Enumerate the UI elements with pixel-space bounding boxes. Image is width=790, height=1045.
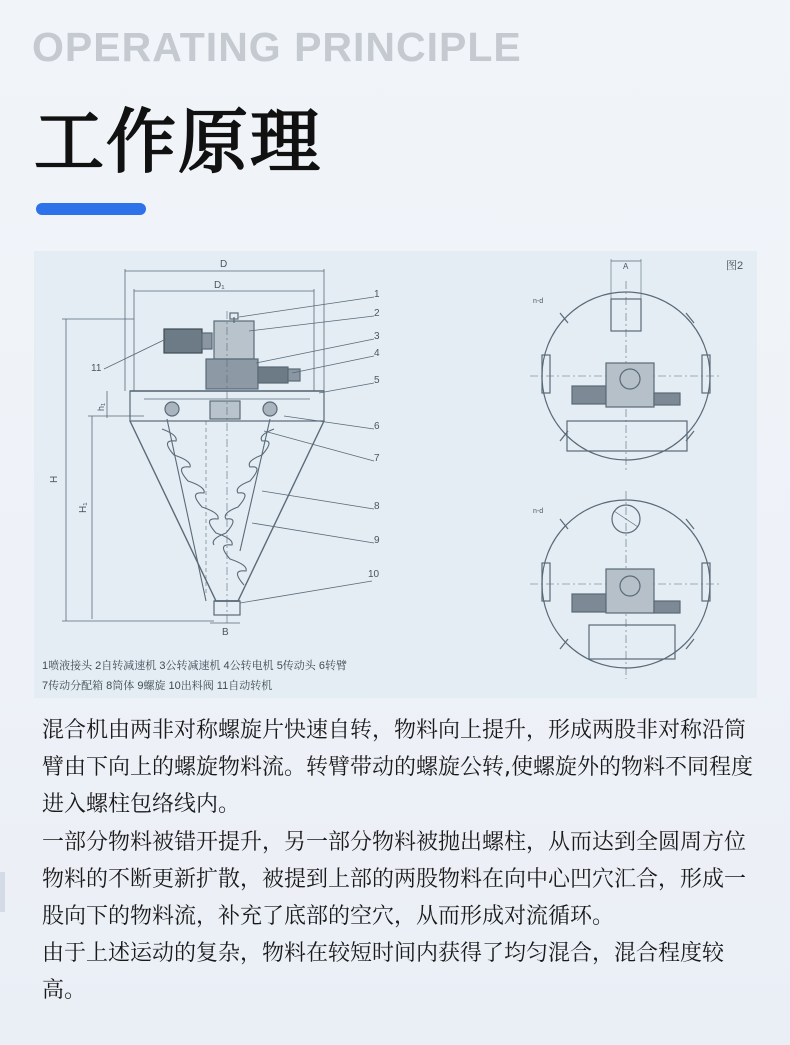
dimension-d1-label: D₁ xyxy=(214,280,225,291)
page-title: 工作原理 xyxy=(34,101,322,183)
callout-4: 4 xyxy=(374,348,380,359)
schematic-diagram xyxy=(34,251,757,698)
callout-9: 9 xyxy=(374,535,380,546)
nd-label-lower: n-d xyxy=(533,508,544,515)
left-edge-marker xyxy=(0,872,5,912)
top-view-upper xyxy=(530,259,722,471)
nd-label-upper: n-d xyxy=(533,298,544,305)
callout-8: 8 xyxy=(374,501,380,512)
dimension-b-label: B xyxy=(222,627,229,638)
screw-right xyxy=(213,419,274,551)
principle-description xyxy=(42,712,762,1010)
dimension-h1-small-label: h₁ xyxy=(96,402,106,411)
paragraph-1: 混合机由两非对称螺旋片快速自转，物料向上提升，形成两股非对称沿筒臂由下向上的螺旋物料流。转臂带动的螺旋公转,使螺旋外的物料不同程度进入螺柱包络线内。 xyxy=(42,718,753,818)
figure-label: 图2 xyxy=(726,260,744,272)
top-view-lower xyxy=(530,491,722,679)
dimension-a-label: A xyxy=(623,262,629,271)
callout-11: 11 xyxy=(91,363,102,374)
dimension-h-label: H xyxy=(49,475,60,483)
legend-line-2: 7传动分配箱 8筒体 9螺旋 10出料阀 11自动转机 xyxy=(42,680,273,692)
operating-principle-eyebrow: OPERATING PRINCIPLE xyxy=(32,24,522,70)
dimension-d-label: D xyxy=(220,259,228,270)
schematic-svg xyxy=(34,251,757,698)
dimension-b xyxy=(210,623,240,638)
callout-10: 10 xyxy=(368,569,380,580)
callout-5: 5 xyxy=(374,375,380,386)
callout-6: 6 xyxy=(374,421,380,432)
paragraph-3: 由于上述运动的复杂，物料在较短时间内获得了均匀混合，混合程度较高。 xyxy=(42,941,725,1004)
callout-3: 3 xyxy=(374,331,380,342)
callout-7: 7 xyxy=(374,453,380,464)
screw-left xyxy=(162,419,246,601)
drive-assembly xyxy=(164,313,300,389)
legend-line-1: 1喷液接头 2自转减速机 3公转减速机 4公转电机 5传动头 6转臂 xyxy=(42,660,347,672)
title-accent-bar xyxy=(36,203,146,215)
dimension-h xyxy=(49,319,214,621)
callout-2: 2 xyxy=(374,308,380,319)
dimension-h1-label: H₁ xyxy=(78,502,89,513)
paragraph-2: 一部分物料被错开提升，另一部分物料被抛出螺柱，从而达到全圆周方位物料的不断更新扩散，被提到上部的两股物料在向中心凹穴汇合，形成一股向下的物料流，补充了底部的空穴，从而形成对流循环。 xyxy=(42,829,747,930)
callout-1: 1 xyxy=(374,289,380,300)
